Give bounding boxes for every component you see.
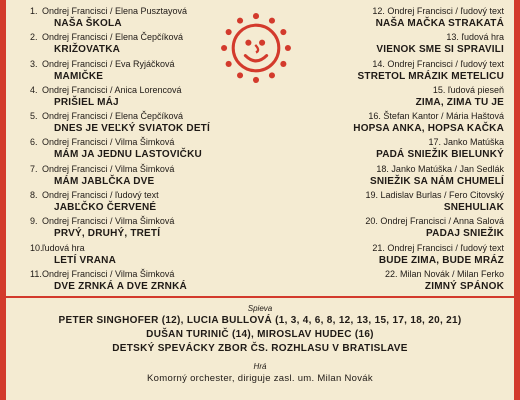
track-item [30, 269, 250, 295]
track-title: KRIŽOVATKA [54, 44, 121, 56]
track-number: 1. [30, 6, 38, 16]
track-title: PRVÝ, DRUHÝ, TRETÍ [54, 228, 161, 240]
track-item [30, 243, 250, 269]
track-number: 4. [30, 84, 38, 95]
track-item [30, 190, 250, 216]
track-credit: 12. Ondrej Francisci / ľudový text [372, 6, 504, 16]
track-item [30, 111, 250, 137]
track-list-left [30, 6, 250, 295]
track-number: 9. [30, 216, 38, 227]
track-credit: 17. Janko Matúška [428, 137, 504, 148]
track-title: VIENOK SME SI SPRAVILI [376, 44, 504, 56]
track-credit: 19. Ladislav Burlas / Fero Citovský [365, 190, 504, 201]
track-credit: Ondrej Francisci / Elena Pusztayová [42, 6, 188, 16]
track-number: 7. [30, 163, 38, 174]
track-item [300, 32, 504, 58]
track-title: NAŠA ŠKOLA [54, 18, 122, 29]
track-item [30, 216, 250, 242]
track-item [300, 59, 504, 85]
track-credit: Ondrej Francisci / Elena Čepčíková [42, 32, 184, 43]
track-title: MÁM JA JEDNU LASTOVIČKU [54, 149, 202, 161]
track-title: PADAJ SNIEŽIK [426, 228, 504, 240]
smiling-sun-logo [218, 10, 294, 86]
red-border-right [514, 0, 520, 400]
track-title: DNES JE VEĽKÝ SVIATOK DETÍ [54, 123, 210, 135]
track-title: PRIŠIEL MÁJ [54, 96, 119, 108]
track-credit: Ondrej Francisci / Vilma Šimková [42, 216, 175, 227]
track-number: 2. [30, 32, 38, 43]
track-item [30, 164, 250, 190]
red-divider [6, 296, 514, 298]
track-credit: Ondrej Francisci / Elena Čepčíková [42, 111, 184, 122]
players-label: Hrá [253, 362, 267, 371]
track-credit: 20. Ondrej Francisci / Anna Salová [365, 216, 504, 227]
track-item [300, 6, 504, 32]
track-number: 3. [30, 58, 38, 69]
track-credit: 14. Ondrej Francisci / ľudový text [372, 58, 504, 69]
track-number: 8. [30, 190, 38, 201]
singers-line: DETSKÝ SPEVÁCKY ZBOR ČS. ROZHLASU V BRATISLAVE [112, 343, 408, 354]
track-number: 5. [30, 111, 38, 122]
track-title: NAŠA MAČKA STRAKATÁ [375, 18, 504, 29]
track-item [300, 216, 504, 242]
track-item [300, 164, 504, 190]
track-credit: ľudová hra [42, 242, 85, 253]
track-number: 6. [30, 137, 38, 148]
track-title: LETÍ VRANA [54, 254, 116, 266]
track-item [30, 59, 250, 85]
track-item [300, 85, 504, 111]
track-title: SNIEŽIK SA NÁM CHUMELÍ [369, 175, 504, 187]
track-credit: Ondrej Francisci / Vilma Šimková [42, 268, 175, 279]
track-number: 10. [30, 242, 43, 253]
track-credit: Ondrej Francisci / Anica Lorencová [42, 84, 182, 95]
track-credit: Ondrej Francisci / ľudový text [42, 190, 159, 201]
track-number: 11. [30, 268, 42, 279]
track-title: MAMIČKE [54, 70, 104, 82]
track-item [30, 32, 250, 58]
track-item [300, 243, 504, 269]
track-title: MÁM JABLČKA DVE [54, 175, 155, 187]
track-credit: Ondrej Francisci / Eva Ryjáčková [42, 58, 175, 69]
track-credit: 22. Milan Novák / Milan Ferko [384, 268, 504, 279]
track-credit: 21. Ondrej Francisci / ľudový text [372, 242, 504, 253]
orchestra-line: Komorný orchester, diriguje zasl. um. Milan Novák [147, 373, 373, 384]
track-title: JABĽČKO ČERVENÉ [54, 202, 157, 214]
track-title: SNEHULIAK [443, 202, 504, 214]
track-credit: 18. Janko Matúška / Jan Sedlák [376, 163, 504, 174]
track-credit: 16. Štefan Kantor / Mária Haštová [368, 111, 504, 122]
singers-line: DUŠAN TURINIČ (14), MIROSLAV HUDEC (16) [146, 329, 374, 340]
track-item [300, 111, 504, 137]
track-title: STRETOL MRÁZIK METELICU [357, 70, 504, 82]
track-title: PADÁ SNIEŽIK BIELUNKÝ [376, 149, 504, 161]
singers-label: Spieva [247, 304, 273, 313]
track-title: DVE ZRNKÁ A DVE ZRNKÁ [54, 280, 187, 292]
track-item [30, 6, 250, 32]
track-title: ZIMA, ZIMA TU JE [415, 96, 504, 108]
track-item [300, 269, 504, 295]
singers-line: PETER SINGHOFER (12), LUCIA BULLOVÁ (1, 3, 4, 6, 8, 12, 13, 15, 17, 18, 20, 21) [58, 315, 462, 326]
track-item [30, 137, 250, 163]
track-title: HOPSA ANKA, HOPSA KAČKA [353, 123, 504, 135]
track-credit: 15. ľudová pieseň [432, 84, 504, 95]
track-title: ZIMNÝ SPÁNOK [424, 280, 504, 292]
track-item [300, 137, 504, 163]
track-credit: 13. ľudová hra [446, 32, 504, 43]
track-list-right [300, 6, 504, 295]
track-item [300, 190, 504, 216]
performer-credits [6, 304, 514, 386]
track-item [30, 85, 250, 111]
track-credit: Ondrej Francisci / Vilma Šimková [42, 137, 175, 148]
track-title: BUDE ZIMA, BUDE MRÁZ [378, 254, 504, 266]
track-credit: Ondrej Francisci / Vilma Šimková [42, 163, 175, 174]
